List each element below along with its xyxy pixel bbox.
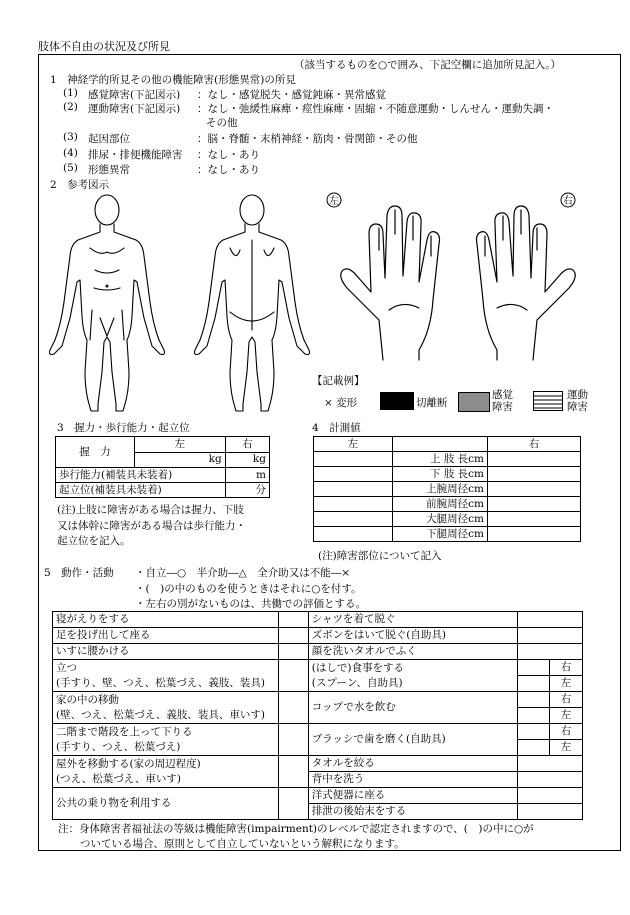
col-right: 右 bbox=[488, 437, 581, 452]
activity-item: ブラッシで歯を磨く(自助具) bbox=[308, 724, 518, 756]
grip-left-unit: kg bbox=[135, 452, 226, 468]
activity-item: いすに腰かける bbox=[53, 644, 279, 660]
legend-sensory-swatch bbox=[458, 392, 490, 412]
measure-row: 上腕周径cm bbox=[393, 482, 488, 497]
front-body-figure bbox=[50, 195, 165, 411]
activity-item: シャツを着て脱ぐ bbox=[308, 612, 518, 628]
legend-motor-swatch bbox=[533, 391, 563, 411]
activity-item: タオルを絞る bbox=[308, 756, 518, 772]
item-label: 起因部位 bbox=[88, 133, 130, 145]
section3-heading: 3 握力・歩行能力・起立位 bbox=[57, 422, 190, 434]
body-figures-diagram bbox=[40, 190, 320, 415]
section1-heading: 1 神経学的所見その他の機能障害(形態異常)の所見 bbox=[50, 74, 296, 86]
activity-item: 家の中の移動 (壁、つえ、松葉づえ、義肢、装具、車いす) bbox=[53, 692, 279, 724]
activity-item: (はしで)食事をする (スプーン、自助具) bbox=[308, 660, 518, 692]
item-label: 形態異常 bbox=[88, 164, 130, 176]
item-label: 排尿・排便機能障害 bbox=[88, 149, 183, 161]
item-num: (1) bbox=[63, 87, 78, 99]
section5-heading: 5 動作・活動 bbox=[44, 567, 114, 579]
side-left: 左 bbox=[550, 740, 583, 756]
item-num: (4) bbox=[63, 147, 78, 159]
activity-item: 顔を洗いタオルでふく bbox=[308, 644, 518, 660]
grip-walk-table bbox=[55, 436, 270, 498]
legend-amputation: 切離断 bbox=[416, 397, 448, 409]
side-right: 右 bbox=[550, 692, 583, 708]
legend-motor: 運動 障害 bbox=[567, 389, 588, 413]
activity-item: 屋外を移動する(家の周辺程度) (つえ、松葉づえ、車いす) bbox=[53, 756, 279, 788]
activity-item: コップで水を飲む bbox=[308, 692, 518, 724]
footnote-line-2: ついている場合、原則として自立していないという解釈になります。 bbox=[80, 838, 405, 850]
measure-row: 下 肢 長cm bbox=[393, 467, 488, 482]
section5-legend-3: ・左右の別がないものは、共働での評価とする。 bbox=[135, 598, 366, 610]
back-body-figure bbox=[195, 195, 310, 411]
stand-label: 起立位(補装具未装着) bbox=[56, 483, 226, 498]
hands-diagram bbox=[323, 190, 593, 370]
item-value: ：なし・あり bbox=[197, 149, 260, 161]
item-value: ：脳・脊髄・末梢神経・筋肉・骨関節・その他 bbox=[197, 133, 418, 145]
activity-item: 二階まで階段を上って下りる (手すり、つえ、松葉づえ) bbox=[53, 724, 279, 756]
measure-row: 大腿周径cm bbox=[393, 512, 488, 527]
activity-item: ズボンをはいて脱ぐ(自助具) bbox=[308, 628, 518, 644]
item-label: 運動障害(下記図示) bbox=[88, 103, 181, 115]
col-left: 左 bbox=[314, 437, 393, 452]
section4-heading: 4 計測値 bbox=[312, 422, 361, 434]
left-hand-mark: 左 bbox=[329, 196, 339, 207]
section4-note: (注)障害部位について記入 bbox=[318, 550, 442, 562]
right-hand-mark: 右 bbox=[563, 196, 573, 207]
item-value: ：なし・弛緩性麻痺・痙性麻痺・固縮・不随意運動・しんせん・運動失調・ bbox=[197, 103, 554, 115]
side-left: 左 bbox=[550, 676, 583, 692]
page-title: 肢体不自由の状況及び所見 bbox=[38, 40, 170, 53]
walk-label: 歩行能力(補装具未装着) bbox=[56, 468, 226, 483]
item-value: ：なし・あり bbox=[197, 164, 260, 176]
activity-table bbox=[52, 611, 583, 820]
walk-unit: m bbox=[225, 468, 269, 483]
measure-row: 前腕周径cm bbox=[393, 497, 488, 512]
item-num: (5) bbox=[63, 162, 78, 174]
item-num: (2) bbox=[63, 101, 78, 113]
grip-right-unit: kg bbox=[225, 452, 269, 468]
legend-amputation-swatch bbox=[380, 392, 414, 410]
activity-item: 排泄の後始末をする bbox=[308, 804, 518, 820]
section5-legend-1: ・自立―○ 半介助―△ 全介助又は不能―× bbox=[135, 567, 351, 579]
measure-row: 上 肢 長cm bbox=[393, 452, 488, 467]
activity-item: 洋式便器に座る bbox=[308, 788, 518, 804]
legend-sensory: 感覚 障害 bbox=[492, 389, 513, 413]
item-num: (3) bbox=[63, 131, 78, 143]
side-right: 右 bbox=[550, 724, 583, 740]
measure-row: 下腿周径cm bbox=[393, 527, 488, 542]
section3-note: (注)上肢に障害がある場合は握力、下肢 又は体幹に障害がある場合は歩行能力・ 起立位を記入。 bbox=[57, 504, 246, 547]
col-left: 左 bbox=[135, 437, 226, 453]
activity-item: 立つ (手すり、壁、つえ、松葉づえ、義肢、装具) bbox=[53, 660, 279, 692]
left-hand-icon bbox=[341, 206, 440, 360]
activity-item: 寝がえりをする bbox=[53, 612, 279, 628]
item-value: ：なし・感覚脱失・感覚鈍麻・異常感覚 bbox=[197, 89, 386, 101]
measurement-table bbox=[313, 436, 581, 542]
side-left: 左 bbox=[550, 708, 583, 724]
section5-legend-2: ・( )の中のものを使うときはそれに○を付す。 bbox=[135, 583, 362, 595]
item-value-continued: その他 bbox=[206, 117, 238, 129]
footnote-line-1: 注：身体障害者福祉法の等級は機能障害(impairment)のレベルで認定されますので、( )の中に○が bbox=[58, 823, 534, 835]
section2-heading: 2 参考図示 bbox=[50, 179, 110, 191]
item-label: 感覚障害(下記図示) bbox=[88, 89, 181, 101]
stand-unit: 分 bbox=[225, 483, 269, 498]
right-hand-icon bbox=[477, 206, 576, 360]
legend-deform: × 変形 bbox=[324, 397, 358, 409]
instruction-text: （該当するものを○で囲み、下記空欄に追加所見記入。） bbox=[294, 59, 562, 71]
activity-item: 足を投げ出して座る bbox=[53, 628, 279, 644]
legend-title: 【記載例】 bbox=[312, 375, 365, 387]
grip-label: 握 力 bbox=[56, 437, 135, 468]
side-right: 右 bbox=[550, 660, 583, 676]
activity-item: 背中を洗う bbox=[308, 772, 518, 788]
col-right: 右 bbox=[225, 437, 269, 453]
activity-item: 公共の乗り物を利用する bbox=[53, 788, 279, 820]
